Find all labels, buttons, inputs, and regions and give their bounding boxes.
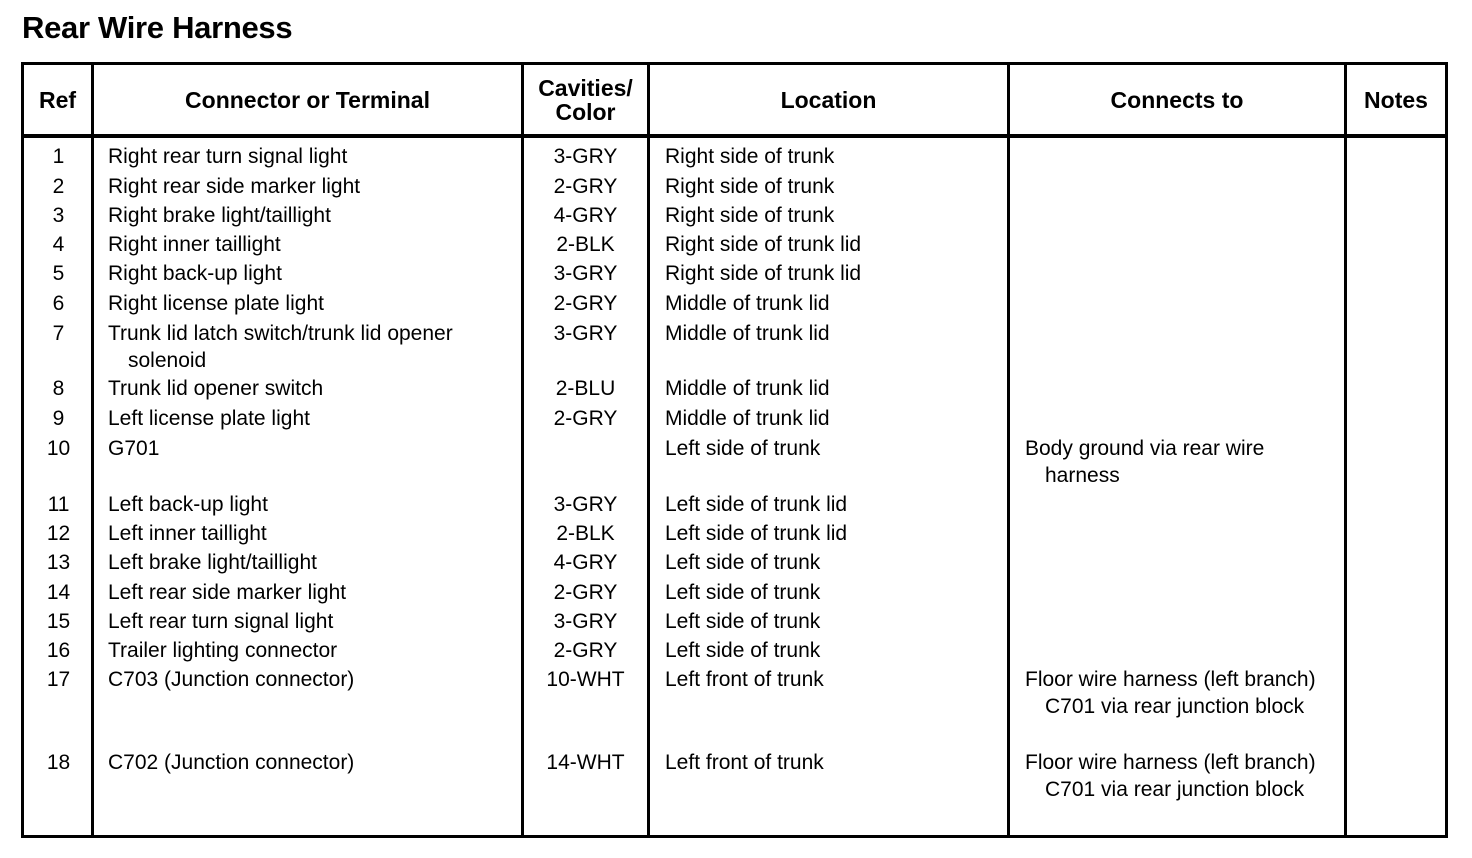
cell-connector [108, 579, 346, 606]
cell-location: Right side of trunk lid [665, 262, 862, 285]
cell-location: Left side of trunk lid [665, 493, 848, 516]
cell-location: Right side of trunk [665, 145, 835, 168]
cell-connector-line: C702 (Junction connector) [108, 751, 355, 774]
cell-location: Middle of trunk lid [665, 377, 830, 400]
cell-connects-to-line: Body ground via rear wire [1025, 437, 1265, 460]
cell-connects-to [1025, 666, 1316, 720]
cell-connector-line: Trailer lighting connector [108, 639, 338, 662]
cell-cavities: 2-GRY [553, 639, 618, 662]
cell-ref: 2 [52, 175, 65, 198]
header-connects-to: Connects to [1110, 86, 1244, 113]
cell-ref: 18 [46, 751, 71, 774]
cell-cavities: 2-GRY [553, 581, 618, 604]
cell-cavities: 2-BLK [556, 233, 615, 256]
cell-connector [108, 749, 354, 776]
cell-connector [108, 143, 347, 170]
cell-connector-line: Left license plate light [108, 407, 310, 430]
harness-table [21, 62, 1448, 838]
cell-cavities: 4-GRY [553, 551, 618, 574]
cell-connector-line: Right rear turn signal light [108, 145, 348, 168]
cell-connects-to [1025, 749, 1316, 803]
cell-location: Right side of trunk lid [665, 233, 862, 256]
table-body [24, 65, 1445, 835]
cell-cavities: 2-BLU [555, 377, 616, 400]
cell-cavities: 2-BLK [556, 522, 615, 545]
cell-location: Left side of trunk [665, 639, 821, 662]
cell-ref: 5 [52, 262, 65, 285]
cell-ref: 4 [52, 233, 65, 256]
cell-connector [108, 491, 268, 518]
cell-connector-line: solenoid [128, 349, 207, 372]
cell-connector [108, 435, 159, 462]
cell-connects-to [1025, 435, 1264, 489]
cell-connector-line: Left rear turn signal light [108, 610, 334, 633]
cell-location: Middle of trunk lid [665, 407, 830, 430]
cell-connector [108, 549, 317, 576]
cell-location: Left side of trunk [665, 551, 821, 574]
cell-connector-line: Left brake light/taillight [108, 551, 317, 574]
cell-connects-to-line: C701 via rear junction block [1045, 778, 1305, 801]
cell-connector-line: Left back-up light [108, 493, 268, 516]
cell-ref: 8 [52, 377, 65, 400]
cell-connector [108, 260, 282, 287]
header-location: Location [780, 86, 877, 113]
cell-connector-line: Right brake light/taillight [108, 204, 331, 227]
cell-cavities: 3-GRY [553, 262, 618, 285]
cell-cavities: 14-WHT [546, 751, 625, 774]
cell-ref: 17 [46, 668, 71, 691]
header-ref: Ref [38, 86, 77, 113]
cell-connector [108, 520, 267, 547]
cell-connects-to-line: Floor wire harness (left branch) [1025, 751, 1316, 774]
cell-location: Left front of trunk [665, 668, 824, 691]
cell-location: Left side of trunk lid [665, 522, 848, 545]
cell-cavities: 2-GRY [553, 407, 618, 430]
cell-connector-line: Left rear side marker light [108, 581, 347, 604]
cell-cavities: 3-GRY [553, 610, 618, 633]
cell-connects-to-line: Floor wire harness (left branch) [1025, 668, 1316, 691]
cell-cavities: 10-WHT [546, 668, 625, 691]
header-cavities: Cavities/ Color [538, 74, 633, 125]
cell-cavities: 4-GRY [553, 204, 618, 227]
cell-connector [108, 173, 360, 200]
cell-connector-line: Right back-up light [108, 262, 282, 285]
cell-connector [108, 405, 310, 432]
cell-connector [108, 202, 331, 229]
cell-ref: 14 [46, 581, 71, 604]
cell-ref: 13 [46, 551, 71, 574]
cell-ref: 10 [46, 437, 71, 460]
cell-connector-line: Right license plate light [108, 292, 324, 315]
cell-location: Right side of trunk [665, 175, 835, 198]
cell-connector [108, 666, 354, 693]
cell-ref: 15 [46, 610, 71, 633]
cell-location: Left side of trunk [665, 437, 821, 460]
cell-connects-to-line: harness [1045, 464, 1120, 487]
cell-location: Left side of trunk [665, 610, 821, 633]
cell-connector-line: Trunk lid opener switch [108, 377, 324, 400]
cell-location: Left side of trunk [665, 581, 821, 604]
cell-ref: 7 [52, 322, 65, 345]
cell-ref: 12 [46, 522, 71, 545]
cell-connector-line: Trunk lid latch switch/trunk lid opener [108, 322, 453, 345]
cell-ref: 16 [46, 639, 71, 662]
cell-connector [108, 637, 337, 664]
cell-connector-line: Right rear side marker light [108, 175, 361, 198]
cell-connector [108, 290, 324, 317]
cell-ref: 6 [52, 292, 65, 315]
cell-connector [108, 375, 323, 402]
cell-ref: 11 [47, 493, 70, 516]
header-connector: Connector or Terminal [185, 86, 430, 113]
cell-connector-line: Left inner taillight [108, 522, 267, 545]
cell-connector [108, 608, 333, 635]
cell-cavities: 3-GRY [553, 322, 618, 345]
cell-connector-line: Right inner taillight [108, 233, 281, 256]
cell-location: Middle of trunk lid [665, 322, 830, 345]
cell-location: Right side of trunk [665, 204, 835, 227]
cell-cavities: 2-GRY [553, 175, 618, 198]
cell-ref: 3 [52, 204, 65, 227]
cell-cavities: 3-GRY [553, 145, 618, 168]
cell-location: Left front of trunk [665, 751, 824, 774]
cell-connector-line: C703 (Junction connector) [108, 668, 355, 691]
cell-connects-to-line: C701 via rear junction block [1045, 695, 1305, 718]
cell-connector [108, 231, 281, 258]
cell-ref: 1 [52, 145, 65, 168]
page-title: Rear Wire Harness [22, 10, 293, 45]
cell-cavities: 2-GRY [553, 292, 618, 315]
cell-ref: 9 [52, 407, 65, 430]
cell-location: Middle of trunk lid [665, 292, 830, 315]
cell-cavities: 3-GRY [553, 493, 618, 516]
header-notes: Notes [1364, 86, 1428, 113]
cell-connector [108, 320, 453, 374]
cell-connector-line: G701 [108, 437, 160, 460]
